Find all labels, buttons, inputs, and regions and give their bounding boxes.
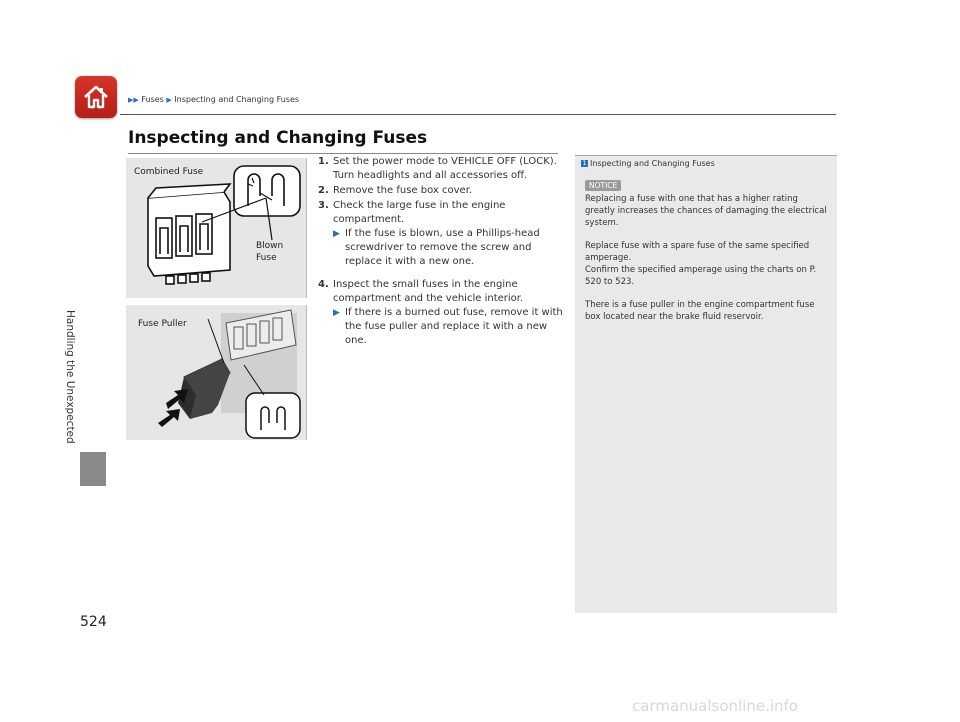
fuse-puller-figure	[126, 305, 307, 440]
step-text: Inspect the small fuses in the engine compartment and the vehicle interior.	[333, 279, 524, 304]
note-paragraph: Replacing a fuse with one that has a higher rating greatly increases the chances of damaging the electrical system.	[585, 194, 827, 228]
substep-text: If there is a burned out fuse, remove it with the fuse puller and replace it with a new one.	[345, 307, 563, 346]
step-3	[318, 199, 563, 269]
step-text: Set the power mode to VEHICLE OFF (LOCK). Turn headlights and all accessories off.	[333, 156, 557, 181]
breadcrumb	[128, 95, 299, 104]
breadcrumb-item-fuses[interactable]: Fuses	[141, 95, 164, 104]
note-paragraph: There is a fuse puller in the engine compartment fuse box located near the brake fluid reservoir.	[585, 300, 815, 322]
breadcrumb-item-current: Inspecting and Changing Fuses	[174, 95, 300, 104]
blown-fuse-label-line2: Fuse	[256, 253, 277, 263]
fuse-puller-label: Fuse Puller	[138, 319, 187, 329]
step-4-substep	[333, 306, 563, 348]
note-paragraph: Replace fuse with a spare fuse of the same specified amperage. Confirm the specified amperage using the charts on P. 520 to 523.	[585, 241, 817, 287]
combined-fuse-label: Combined Fuse	[134, 167, 204, 177]
procedure-steps	[318, 155, 563, 349]
note-heading-text: Inspecting and Changing Fuses	[590, 159, 715, 168]
step-text: Remove the fuse box cover.	[333, 185, 473, 196]
substep-text: If the fuse is blown, use a Phillips-head screwdriver to remove the screw and replace it with a new one.	[345, 228, 540, 267]
note-box	[575, 155, 837, 613]
combined-fuse-illustration	[126, 158, 306, 298]
step-2	[318, 184, 563, 198]
page-number: 524	[80, 614, 107, 630]
step-3-substep	[333, 227, 563, 269]
step-4	[318, 278, 563, 348]
notice-badge: NOTICE	[585, 180, 621, 191]
title-rule	[128, 153, 558, 154]
breadcrumb-arrow-icon: ▶	[166, 96, 172, 104]
step-1	[318, 155, 563, 183]
step-number: 3.	[318, 200, 329, 211]
breadcrumb-arrow-icon: ▶▶	[128, 96, 139, 104]
step-text: Check the large fuse in the engine compartment.	[333, 200, 506, 225]
note-heading	[581, 159, 715, 168]
watermark: carmanualsonline.info	[632, 697, 798, 715]
section-label: Handling the Unexpected	[64, 310, 76, 444]
note-body	[585, 193, 830, 334]
home-icon	[82, 83, 110, 111]
blown-fuse-label-line1: Blown	[256, 241, 284, 251]
header-rule	[120, 114, 836, 115]
step-number: 4.	[318, 279, 329, 290]
home-button[interactable]	[75, 76, 117, 118]
step-number: 1.	[318, 156, 329, 167]
section-tab-marker[interactable]	[80, 452, 106, 486]
substep-arrow-icon: ▶	[333, 229, 340, 239]
substep-arrow-icon: ▶	[333, 308, 340, 318]
note-marker-icon: 1	[582, 160, 587, 167]
page-title: Inspecting and Changing Fuses	[128, 128, 428, 148]
step-number: 2.	[318, 185, 329, 196]
combined-fuse-figure	[126, 158, 307, 298]
